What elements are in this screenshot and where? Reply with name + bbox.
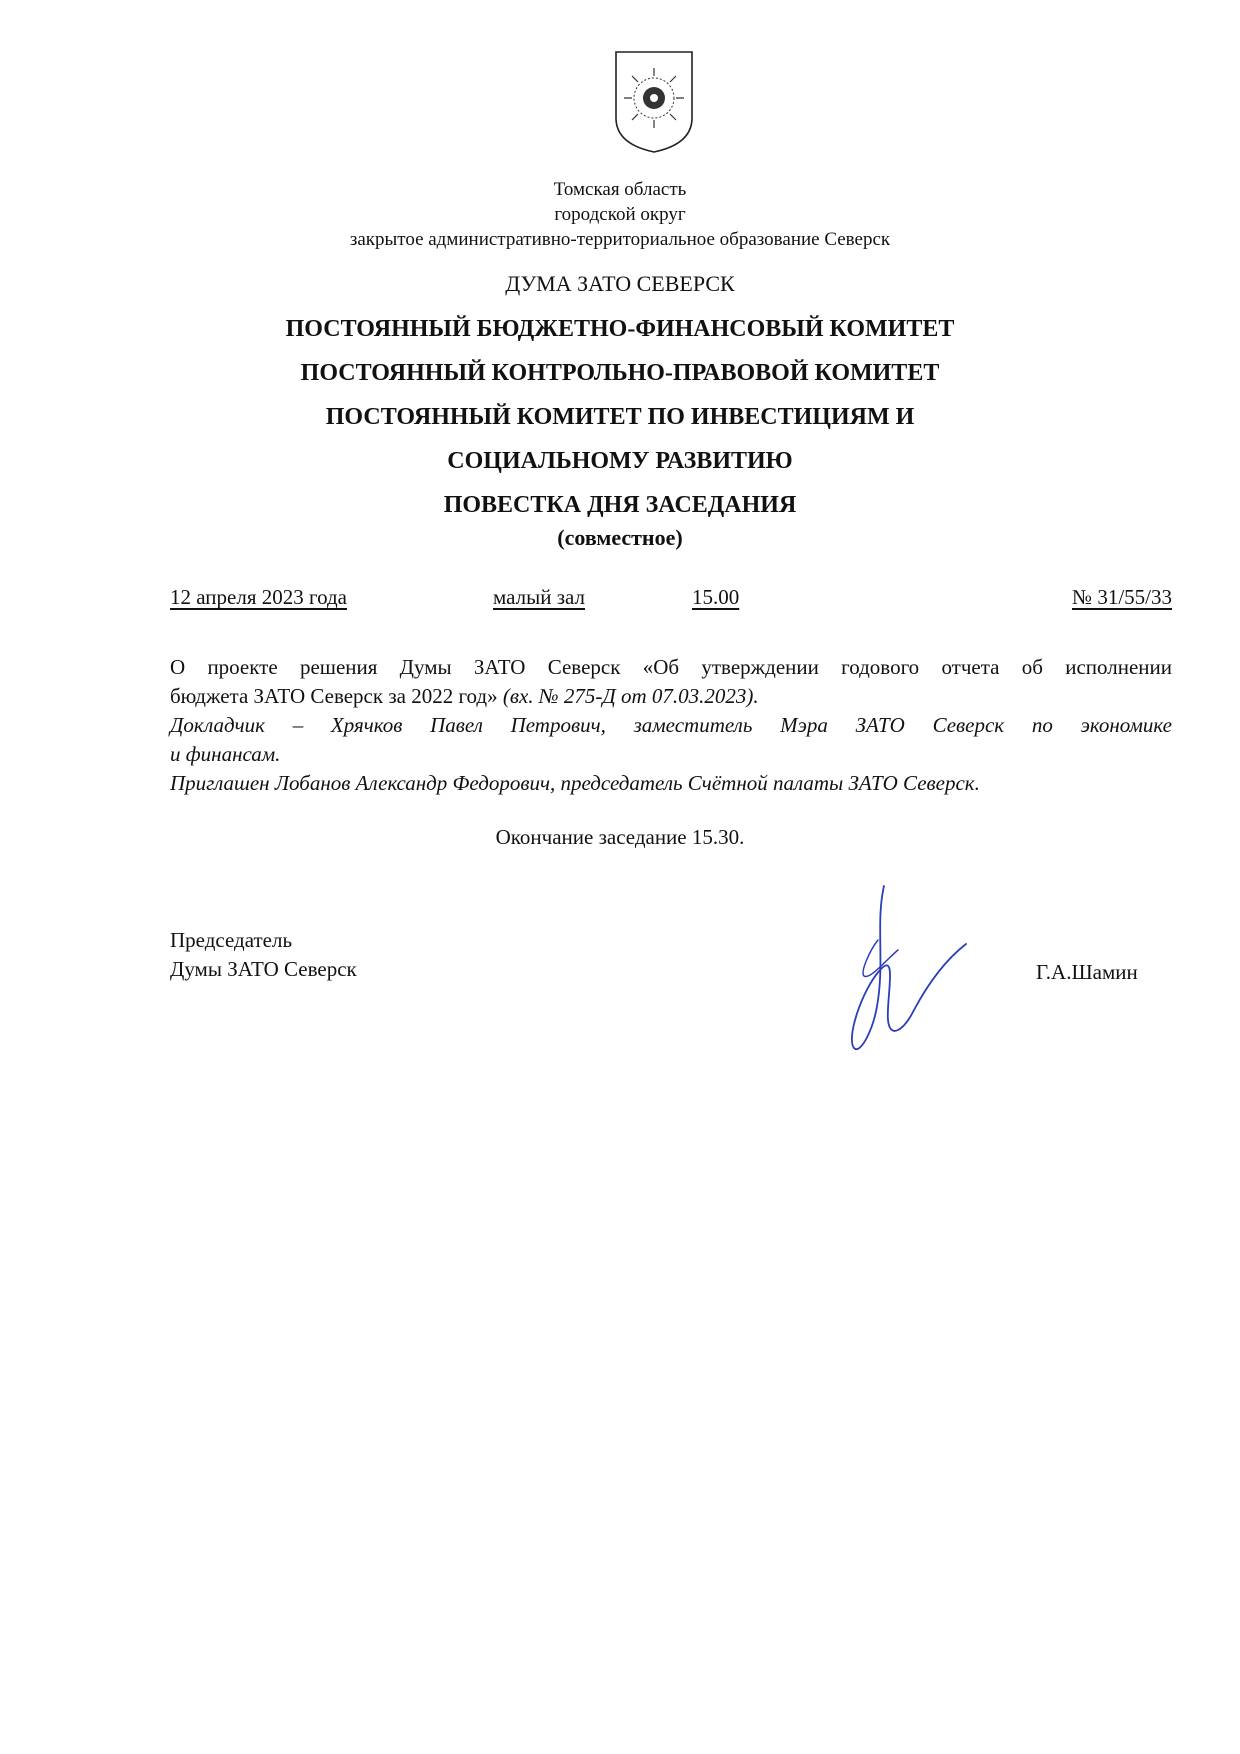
agenda-subtitle: (совместное) (557, 525, 683, 550)
committee-investment: ПОСТОЯННЫЙ КОМИТЕТ ПО ИНВЕСТИЦИЯМ И (325, 404, 915, 430)
invited-line: Приглашен Лобанов Александр Федорович, председатель Счётной палаты ЗАТО Северск. (170, 771, 980, 795)
committee-control: ПОСТОЯННЫЙ КОНТРОЛЬНО-ПРАВОВОЙ КОМИТЕТ (300, 360, 940, 386)
committee-budget: ПОСТОЯННЫЙ БЮДЖЕТНО-ФИНАНСОВЫЙ КОМИТЕТ (285, 316, 955, 342)
meeting-number: № 31/55/33 (1072, 585, 1172, 609)
signer-name: Г.А.Шамин (1036, 960, 1138, 984)
region-line: Томская область (553, 179, 687, 200)
agenda-item-text-line2 (170, 682, 1172, 711)
handwritten-signature (840, 880, 980, 1060)
meeting-room: малый зал (493, 585, 586, 609)
speaker-line2: и финансам. (170, 742, 281, 766)
speaker-line1: Докладчик – Хрячков Павел Петрович, заместитель Мэра ЗАТО Северск по экономике (170, 713, 1172, 737)
agenda-item-reference: (вх. № 275-Д от 07.03.2023). (502, 684, 759, 708)
agenda-title: ПОВЕСТКА ДНЯ ЗАСЕДАНИЯ (443, 492, 797, 518)
zato-line: закрытое административно-территориальное образование Северск (349, 229, 891, 250)
committee-investment-cont: СОЦИАЛЬНОМУ РАЗВИТИЮ (447, 448, 793, 474)
duma-title: ДУМА ЗАТО СЕВЕРСК (505, 271, 735, 296)
meeting-date: 12 апреля 2023 года (170, 585, 347, 609)
closing-line: Окончание заседание 15.30. (495, 825, 745, 849)
coat-of-arms-icon (612, 48, 696, 156)
meeting-time: 15.00 (692, 585, 740, 609)
signer-position-line1: Председатель (170, 928, 293, 952)
district-line: городской округ (554, 204, 686, 225)
signer-position-line2: Думы ЗАТО Северск (170, 957, 357, 981)
agenda-item-text-end: бюджета ЗАТО Северск за 2022 год» (170, 684, 498, 708)
agenda-item-text-line1: О проекте решения Думы ЗАТО Северск «Об утверждении годового отчета об исполнении (170, 655, 1172, 679)
